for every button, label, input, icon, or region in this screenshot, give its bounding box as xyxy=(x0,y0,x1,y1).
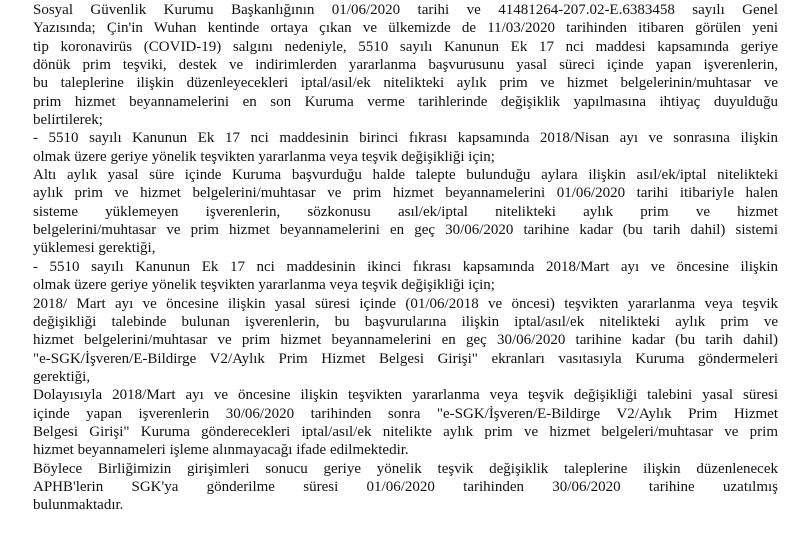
text-line: Sosyal Güvenlik Kurumu Başkanlığının 01/06/2020 tarihi ve 41481264-207.02-E.6383458 sayılı Genel xyxy=(33,2,778,18)
text-line: Dolayısıyla 2018/Mart ayı ve öncesine ilişkin teşvikten yararlanma veya teşvik değişikliği talebini yasal süresi xyxy=(33,387,778,404)
text-line: belirtilerek; xyxy=(33,112,103,129)
text-line: Belgesi Girişi" Kuruma gönderecekleri iptal/asıl/ek nitelikte aylık prim ve hizmet belgeleri/muhtasar ve prim xyxy=(33,423,778,440)
text-line: - 5510 sayılı Kanunun Ek 17 nci maddesinin birinci fıkrası kapsamında 2018/Nisan ayı ve sonrasına ilişkin xyxy=(33,130,778,147)
text-line: sisteme yüklemeyen işverenlerin, sözkonusu asıl/ek/iptal nitelikteki aylık prim ve hizmet xyxy=(33,203,778,220)
text-line: hizmet belgelerini/muhtasar ve prim hizmet beyannamelerini en geç 30/06/2020 tarihine kadar (bu tarih dahil) xyxy=(33,332,778,349)
text-line: aylık prim ve hizmet belgelerini/muhtasar ve prim hizmet beyannamelerini 01/06/2020 tarihi itibariyle halen xyxy=(33,185,778,202)
text-line: "e-SGK/İşveren/E-Bildirge V2/Aylık Prim Hizmet Belgesi Girişi" ekranları vasıtasıyla Kuruma göndermeleri xyxy=(33,350,778,367)
text-line: olmak üzere geriye yönelik teşvikten yararlanma veya teşvik değişikliği için; xyxy=(33,277,495,294)
text-line: tip koronavirüs (COVID-19) salgını nedeniyle, 5510 sayılı Kanunun Ek 17 nci maddesi kapsamında geriye xyxy=(33,38,778,55)
text-line: içinde yapan işverenlerin 30/06/2020 tarihinden sonra "e-SGK/İşveren/E-Bildirge V2/Aylık Prim Hizmet xyxy=(33,405,778,422)
text-line: bulunmaktadır. xyxy=(33,497,124,514)
text-line: gerektiği, xyxy=(33,368,91,385)
text-line: Altı aylık yasal süre içinde Kuruma başvurduğu halde talepte bulunduğu aylara ilişkin asıl/ek/iptal nitelikteki xyxy=(33,167,778,184)
text-line: APHB'lerin SGK'ya gönderilme süresi 01/06/2020 tarihinden 30/06/2020 tarihine uzatılmış xyxy=(33,478,778,495)
text-line: Yazısında; Çin'in Wuhan kentinde ortaya çıkan ve ülkemizde de 11/03/2020 tarihinden itibaren görülen yeni xyxy=(33,20,778,37)
text-line: belgelerini/muhtasar ve prim hizmet beyannamelerini en geç 30/06/2020 tarihine kadar (bu tarih dahil) sistemi xyxy=(33,222,778,239)
text-line: dönük prim teşviki, destek ve indirimlerden yararlanma başvurusunu yasal süreci içinde yapan işverenlerin, xyxy=(33,57,778,74)
text-line: - 5510 sayılı Kanunun Ek 17 nci maddesinin ikinci fıkrası kapsamında 2018/Mart ayı ve öncesine ilişkin xyxy=(33,258,778,275)
text-line: 2018/ Mart ayı ve öncesine ilişkin yasal süresi içinde (01/06/2018 ve öncesi) teşvikten yararlanma veya teşvik xyxy=(33,295,778,312)
text-line: bu taleplerine ilişkin düzenleyecekleri iptal/asıl/ek nitelikteki aylık prim ve hizmet belgelerinin/muhtasar ve xyxy=(33,75,778,92)
text-line: prim hizmet beyannamelerini en son Kuruma verme tarihlerinde değişiklik yapılmasına ihtiyaç duyulduğu xyxy=(33,93,778,110)
text-line: hizmet beyannameleri işleme alınmayacağı ifade edilmektedir. xyxy=(33,442,409,459)
text-line: yüklemesi gerektiği, xyxy=(33,240,156,257)
text-line: değişikliği talebinde bulunan işverenlerin, bu başvurularına ilişkin iptal/asıl/ek nitelikteki aylık prim ve xyxy=(33,313,778,330)
text-line: olmak üzere geriye yönelik teşvikten yararlanma veya teşvik değişikliği için; xyxy=(33,148,495,165)
text-line: Böylece Birliğimizin girişimleri sonucu geriye yönelik teşvik değişiklik taleplerine ilişkin düzenlenecek xyxy=(33,460,778,477)
